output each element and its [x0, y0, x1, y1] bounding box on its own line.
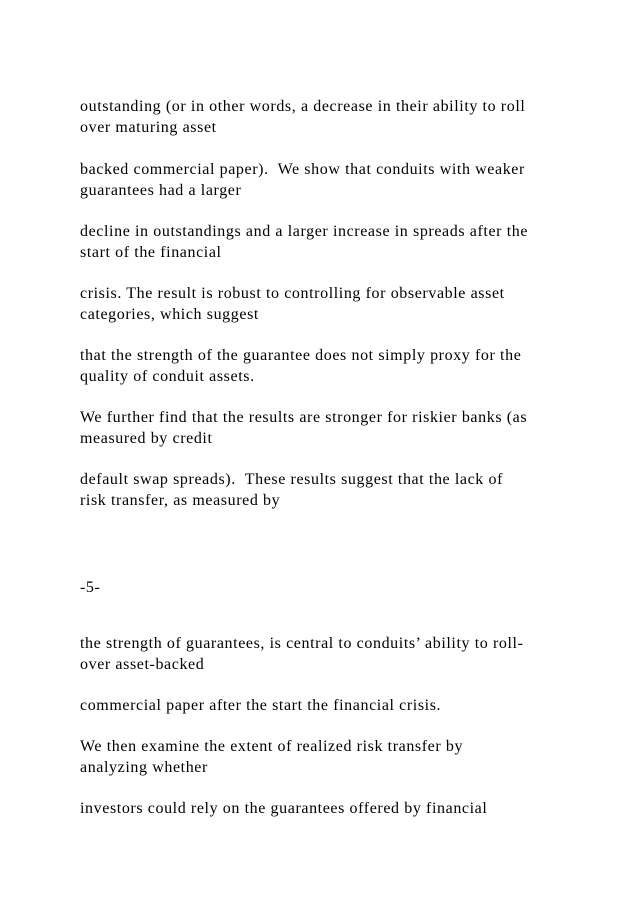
- page-number: -5-: [80, 579, 101, 596]
- paragraph-7: default swap spreads). These results suggest that the lack of risk transfer, as measured by: [80, 471, 504, 509]
- paragraph-11: investors could rely on the guarantees offered by financial: [80, 800, 488, 817]
- paragraph-6: We further find that the results are stronger for riskier banks (as measured by credit: [80, 409, 528, 447]
- paragraph-4: crisis. The result is robust to controlling for observable asset categories, which suggest: [80, 285, 505, 323]
- paragraph-10: We then examine the extent of realized risk transfer by analyzing whether: [80, 738, 464, 776]
- paragraph-5: that the strength of the guarantee does not simply proxy for the quality of conduit assets.: [80, 347, 522, 385]
- paragraph-8: the strength of guarantees, is central to conduits’ ability to roll- over asset-backed: [80, 635, 524, 673]
- paragraph-3: decline in outstandings and a larger increase in spreads after the start of the financial: [80, 223, 529, 261]
- paragraph-1: outstanding (or in other words, a decrease in their ability to roll over maturing asset: [80, 98, 526, 136]
- paragraph-2: backed commercial paper). We show that conduits with weaker guarantees had a larger: [80, 161, 525, 199]
- paragraph-9: commercial paper after the start the financial crisis.: [80, 697, 442, 714]
